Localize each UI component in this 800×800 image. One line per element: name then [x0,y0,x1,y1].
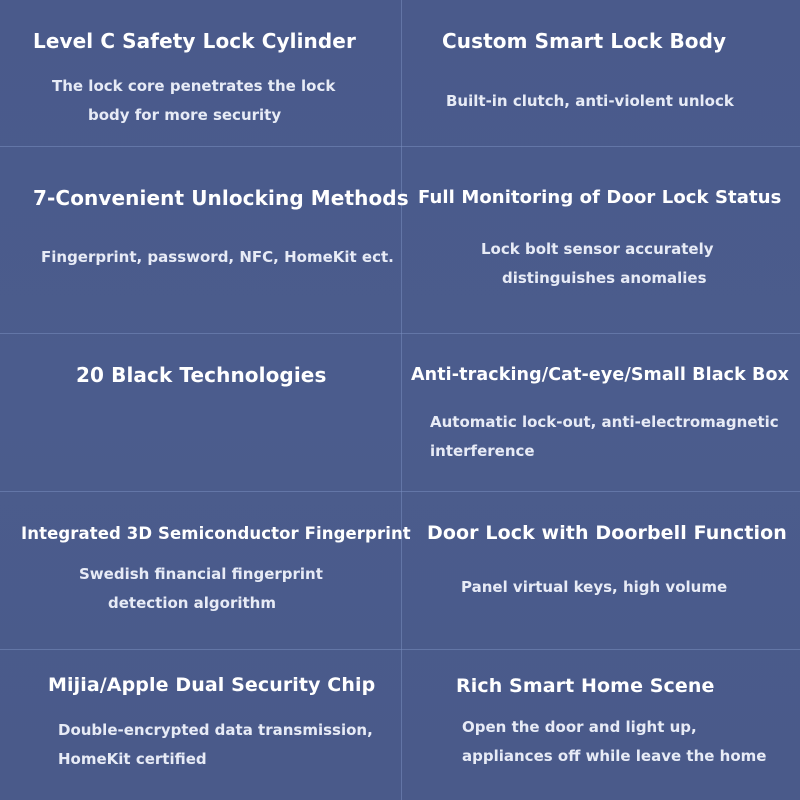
feature-description [52,72,335,130]
feature-description [481,235,714,293]
description-line: Open the door and light up, [462,718,697,736]
description-line: HomeKit certified [58,750,207,768]
feature-description [446,87,734,116]
feature-title: Custom Smart Lock Body [442,29,727,53]
description-line: Lock bolt sensor accurately [481,240,714,258]
description-line: The lock core penetrates the lock [52,77,336,95]
feature-description [462,713,766,771]
feature-title: Anti-tracking/Cat-eye/Small Black Box [411,365,789,385]
description-line: Swedish financial fingerprint [79,565,323,583]
feature-title: Mijia/Apple Dual Security Chip [48,674,376,696]
feature-description [58,716,373,774]
description-line: detection algorithm [108,594,276,612]
feature-title: Full Monitoring of Door Lock Status [418,187,782,208]
feature-title: Integrated 3D Semiconductor Fingerprint [21,524,411,543]
description-line: Built-in clutch, anti-violent unlock [446,92,734,110]
row-divider [0,333,800,334]
feature-description [41,243,394,272]
description-line: appliances off while leave the home [462,747,767,765]
feature-title: 7-Convenient Unlocking Methods [33,186,409,210]
feature-title: 20 Black Technologies [76,363,327,387]
description-line: Fingerprint, password, NFC, HomeKit ect. [41,248,394,266]
feature-description [79,560,323,618]
description-line: distinguishes anomalies [502,269,707,287]
feature-title: Door Lock with Doorbell Function [427,522,787,544]
description-line: Panel virtual keys, high volume [461,578,728,596]
feature-description [430,408,779,466]
row-divider [0,649,800,650]
description-line: Automatic lock-out, anti-electromagnetic [430,413,779,431]
feature-title: Rich Smart Home Scene [456,675,715,697]
feature-description [461,573,727,602]
column-divider [401,0,402,800]
row-divider [0,146,800,147]
row-divider [0,491,800,492]
description-line: Double-encrypted data transmission, [58,721,373,739]
description-line: body for more security [88,106,282,124]
description-line: interference [430,442,535,460]
feature-title: Level C Safety Lock Cylinder [33,29,356,53]
